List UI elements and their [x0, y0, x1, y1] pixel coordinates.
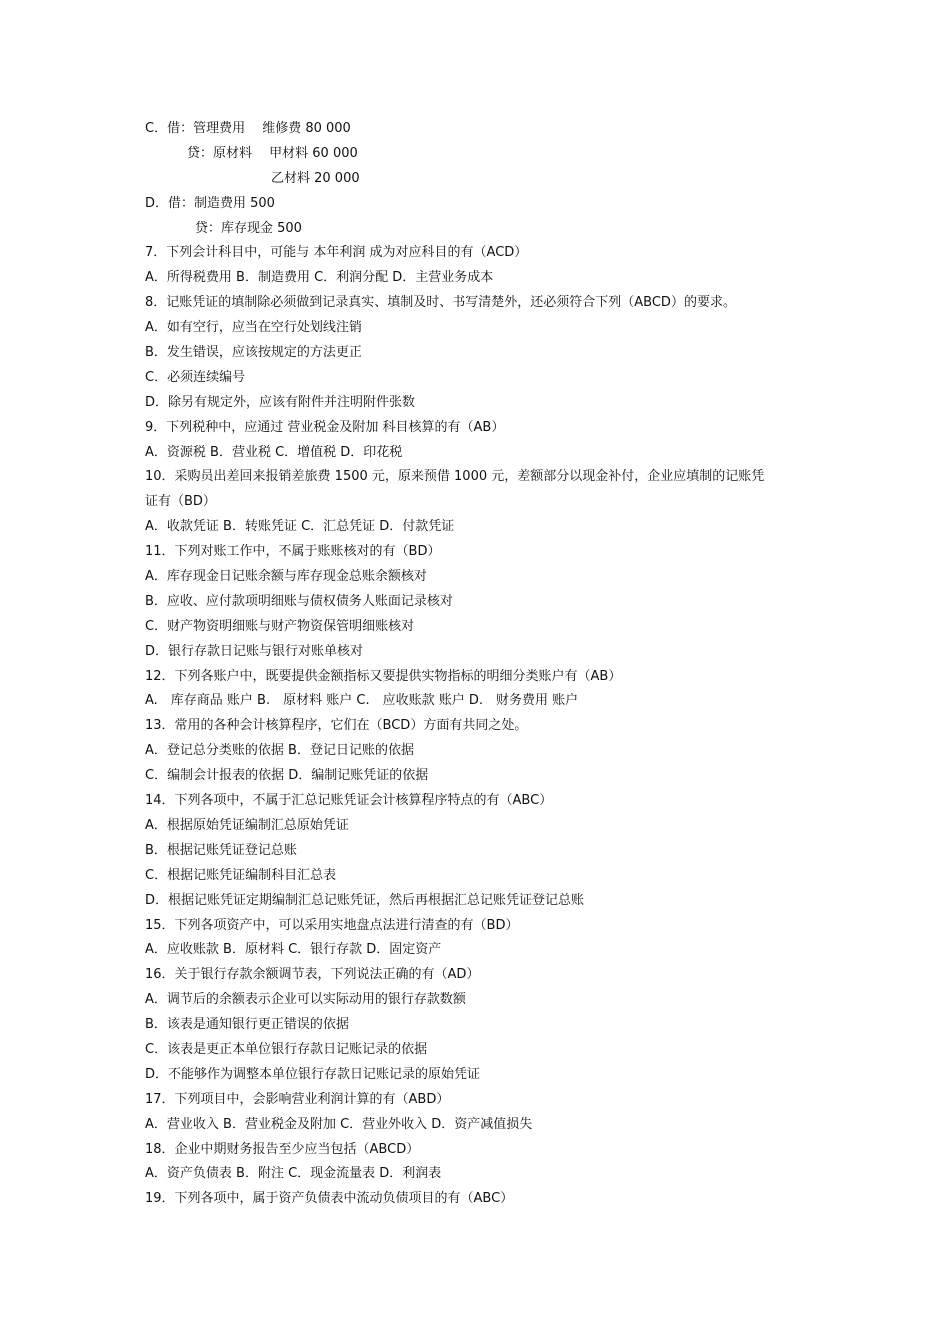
text-line: A．收款凭证 B．转账凭证 C．汇总凭证 D．付款凭证 [145, 519, 455, 535]
text-line: 7．下列会计科目中，可能与 本年利润 成为对应科目的有（ACD） [145, 245, 528, 261]
text-line: 乙材料 20 000 [271, 170, 360, 186]
text-line: D．借：制造费用 500 [145, 195, 275, 211]
text-line: D．银行存款日记账与银行对账单核对 [145, 643, 364, 659]
text-line: D．不能够作为调整本单位银行存款日记账记录的原始凭证 [145, 1066, 481, 1082]
text-line: C．编制会计报表的依据 D．编制记账凭证的依据 [145, 768, 429, 784]
text-line: 11．下列对账工作中，不属于账账核对的有（BD） [145, 544, 441, 560]
text-line: B．该表是通知银行更正错误的依据 [145, 1017, 349, 1033]
text-line: A．所得税费用 B．制造费用 C．利润分配 D．主营业务成本 [145, 270, 494, 286]
text-line: A．如有空行，应当在空行处划线注销 [145, 320, 362, 336]
text-line: D．根据记账凭证定期编制汇总记账凭证，然后再根据汇总记账凭证登记总账 [145, 892, 585, 908]
text-line: 18．企业中期财务报告至少应当包括（ABCD） [145, 1141, 420, 1157]
text-line: A．调节后的余额表示企业可以实际动用的银行存款数额 [145, 992, 466, 1008]
text-line: D．除另有规定外，应该有附件并注明附件张数 [145, 394, 416, 410]
text-line: A．资产负债表 B．附注 C．现金流量表 D．利润表 [145, 1166, 442, 1182]
text-line: A．登记总分类账的依据 B．登记日记账的依据 [145, 743, 414, 759]
text-line: 证有（BD） [145, 494, 216, 510]
text-line: B．应收、应付款项明细账与债权债务人账面记录核对 [145, 593, 453, 609]
text-line: C．必须连续编号 [145, 369, 246, 385]
text-line: A．应收账款 B．原材料 C．银行存款 D．固定资产 [145, 942, 442, 958]
document-body [145, 117, 825, 1212]
text-line: A．资源税 B．营业税 C．增值税 D．印花税 [145, 444, 403, 460]
text-line: 12．下列各账户中，既要提供金额指标又要提供实物指标的明细分类账户有（AB） [145, 668, 622, 684]
text-line: A．库存现金日记账余额与库存现金总账余额核对 [145, 569, 427, 585]
text-line: 14．下列各项中，不属于汇总记账凭证会计核算程序特点的有（ABC） [145, 793, 553, 809]
text-line: A. 库存商品 账户 B. 原材料 账户 C. 应收账款 账户 D. 财务费用 账户 [145, 693, 579, 709]
text-line: 19．下列各项中，属于资产负债表中流动负债项目的有（ABC） [145, 1191, 514, 1207]
text-line: B．发生错误，应该按规定的方法更正 [145, 345, 362, 361]
text-line: C．借：管理费用 维修费 80 000 [145, 121, 351, 136]
text-line: 16．关于银行存款余额调节表，下列说法正确的有（AD） [145, 967, 480, 983]
text-line: 8．记账凭证的填制除必须做到记录真实、填制及时、书写清楚外，还必须符合下列（ABCD）的要求。 [145, 295, 736, 311]
text-line: 9．下列税种中，应通过 营业税金及附加 科目核算的有（AB） [145, 419, 505, 435]
text-line: C．根据记账凭证编制科目汇总表 [145, 867, 337, 883]
text-line: 贷：库存现金 500 [195, 220, 302, 236]
text-line: B．根据记账凭证登记总账 [145, 842, 297, 858]
text-line: 15．下列各项资产中，可以采用实地盘点法进行清查的有（BD） [145, 917, 519, 933]
text-line: 贷：原材料 甲材料 60 000 [187, 145, 358, 161]
text-line: C．该表是更正本单位银行存款日记账记录的依据 [145, 1041, 428, 1057]
text-line: 17．下列项目中，会影响营业利润计算的有（ABD） [145, 1091, 450, 1107]
text-line: 13．常用的各种会计核算程序，它们在（BCD）方面有共同之处。 [145, 718, 528, 734]
text-line: A．根据原始凭证编制汇总原始凭证 [145, 817, 349, 833]
text-line: A．营业收入 B．营业税金及附加 C．营业外收入 D．资产减值损失 [145, 1116, 533, 1132]
text-line: 10．采购员出差回来报销差旅费 1500 元，原来预借 1000 元，差额部分以现金补付，企业应填制的记账凭 [145, 469, 765, 485]
text-line: C．财产物资明细账与财产物资保管明细账核对 [145, 618, 415, 634]
